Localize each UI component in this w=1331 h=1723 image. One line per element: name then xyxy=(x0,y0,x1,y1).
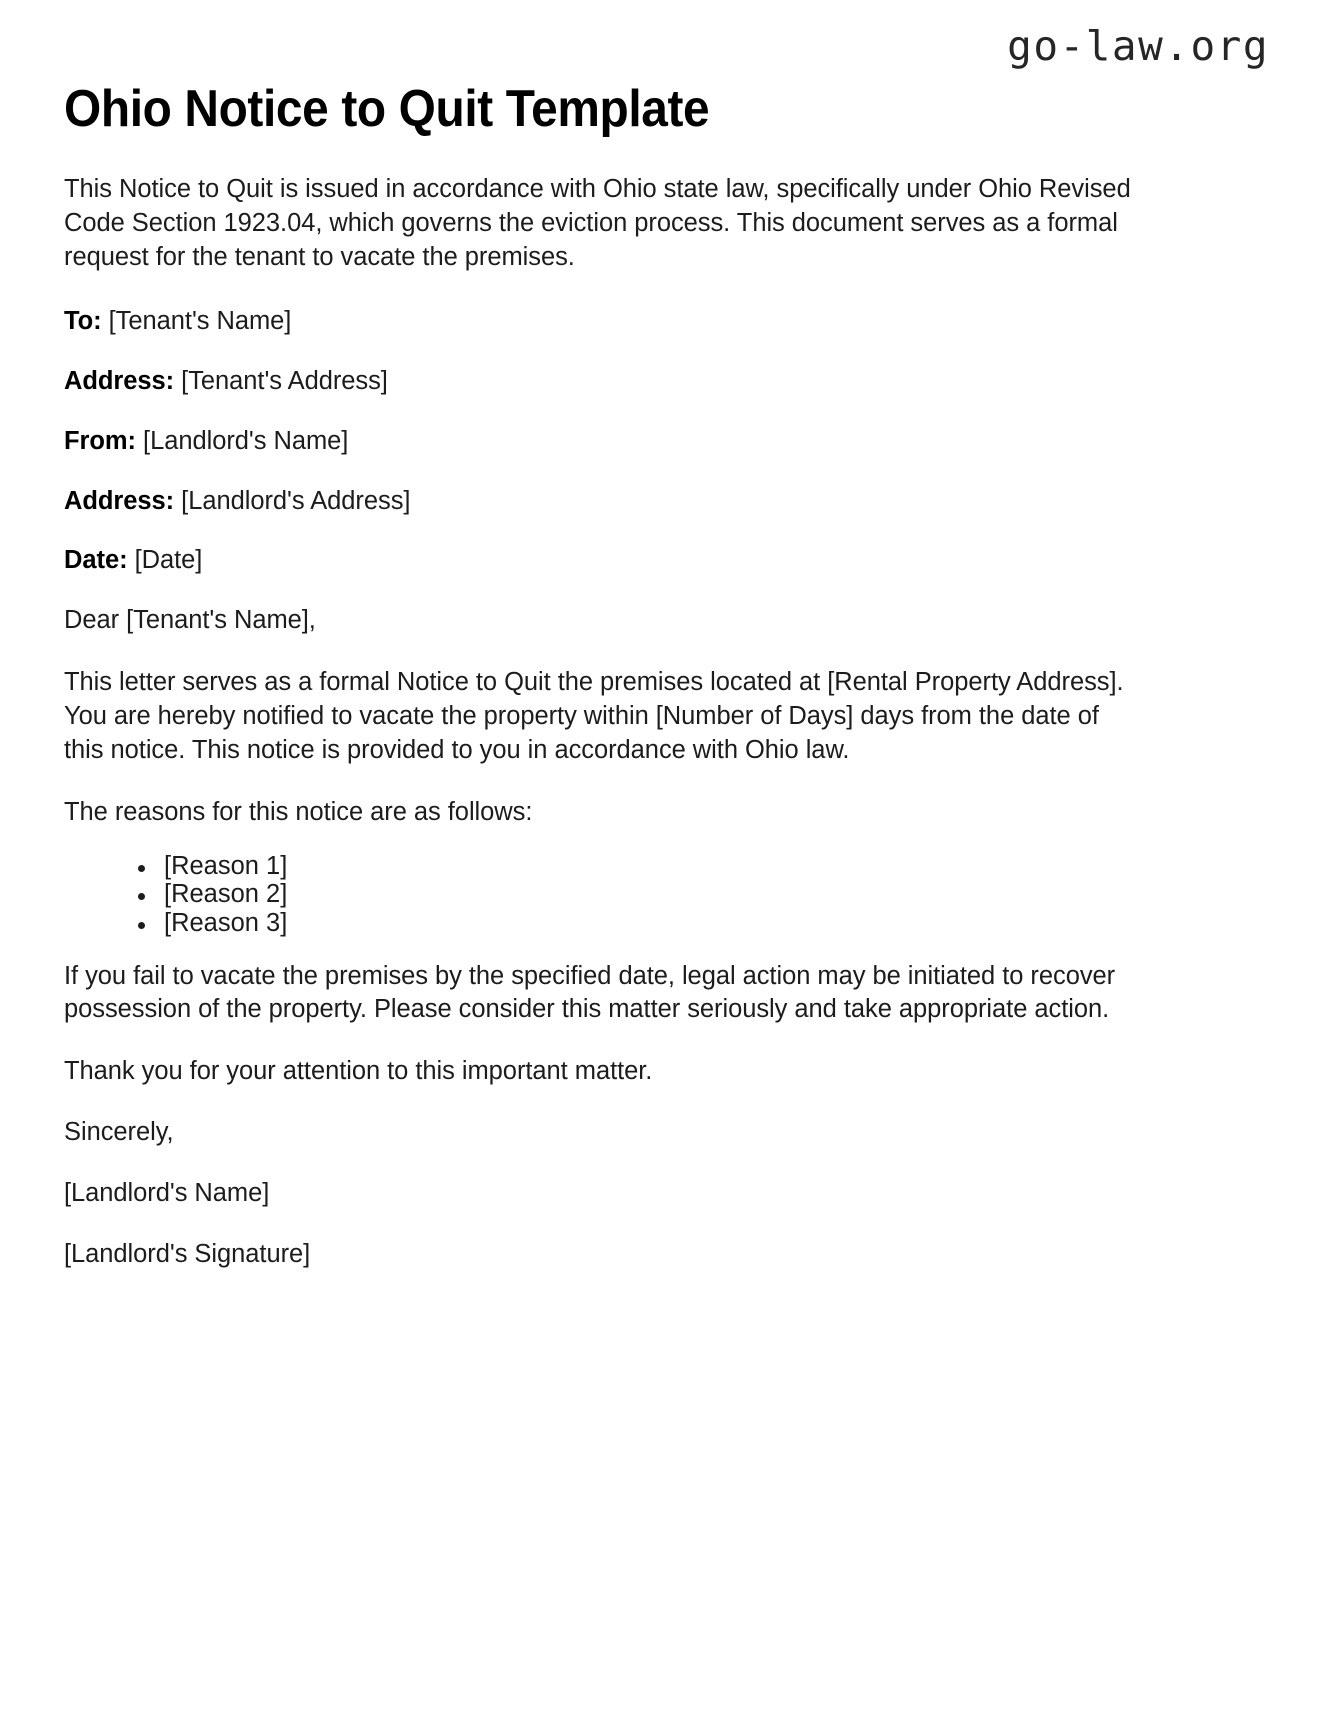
field-value-date: [Date] xyxy=(134,546,203,575)
field-row-from xyxy=(64,425,1142,459)
closing-line: Sincerely, xyxy=(64,1118,174,1147)
field-value-from: [Landlord's Name] xyxy=(143,426,349,455)
field-value-landlord-address: [Landlord's Address] xyxy=(181,486,411,515)
page-title: Ohio Notice to Quit Template xyxy=(64,80,710,138)
bullet-icon xyxy=(138,922,145,929)
list-item-label: [Reason 1] xyxy=(164,851,288,880)
field-label-date: Date: xyxy=(64,546,135,575)
field-row-to xyxy=(64,305,1142,339)
list-item xyxy=(164,852,1267,881)
field-value-to: [Tenant's Name] xyxy=(108,306,292,335)
field-label-tenant-address: Address: xyxy=(64,366,182,395)
list-item xyxy=(164,909,1267,938)
field-value-tenant-address: [Tenant's Address] xyxy=(181,366,388,395)
thank-you-line: Thank you for your attention to this important matter. xyxy=(64,1057,653,1086)
intro-paragraph: This Notice to Quit is issued in accordance with Ohio state law, specifically under Ohio Revised Code Section 1923.04, which governs the eviction process. This document serves as a formal request for the tenant to vacate the premises. xyxy=(64,175,1131,271)
signature-name: [Landlord's Name] xyxy=(64,1179,270,1208)
list-item-label: [Reason 3] xyxy=(164,908,288,937)
field-row-date xyxy=(64,544,1142,578)
bullet-icon xyxy=(138,893,145,900)
field-label-to: To: xyxy=(64,306,109,335)
page-bottom-whitespace xyxy=(64,1272,1267,1723)
field-row-tenant-address xyxy=(64,365,1142,399)
list-item xyxy=(164,880,1267,909)
document-body xyxy=(64,137,1267,1723)
salutation: Dear [Tenant's Name], xyxy=(64,606,316,635)
field-label-landlord-address: Address: xyxy=(64,486,182,515)
reasons-list xyxy=(64,852,1267,938)
field-row-landlord-address xyxy=(64,485,1142,519)
list-item-label: [Reason 2] xyxy=(164,880,288,909)
bullet-icon xyxy=(138,865,145,872)
field-label-from: From: xyxy=(64,426,144,455)
consequences-paragraph: If you fail to vacate the premises by the specified date, legal action may be initiated to recover possession of the property. Please consider this matter seriously and take appropriate action. xyxy=(64,961,1116,1024)
site-watermark: go-law.org xyxy=(1007,22,1269,70)
body-paragraph: This letter serves as a formal Notice to Quit the premises located at [Rental Property Address]. You are hereby notified to vacate the property within [Number of Days] days from the date of this notice. This notice is provided to you in accordance with Ohio law. xyxy=(64,668,1124,765)
signature-line: [Landlord's Signature] xyxy=(64,1240,311,1269)
reasons-lead-in: The reasons for this notice are as follows: xyxy=(64,797,533,826)
